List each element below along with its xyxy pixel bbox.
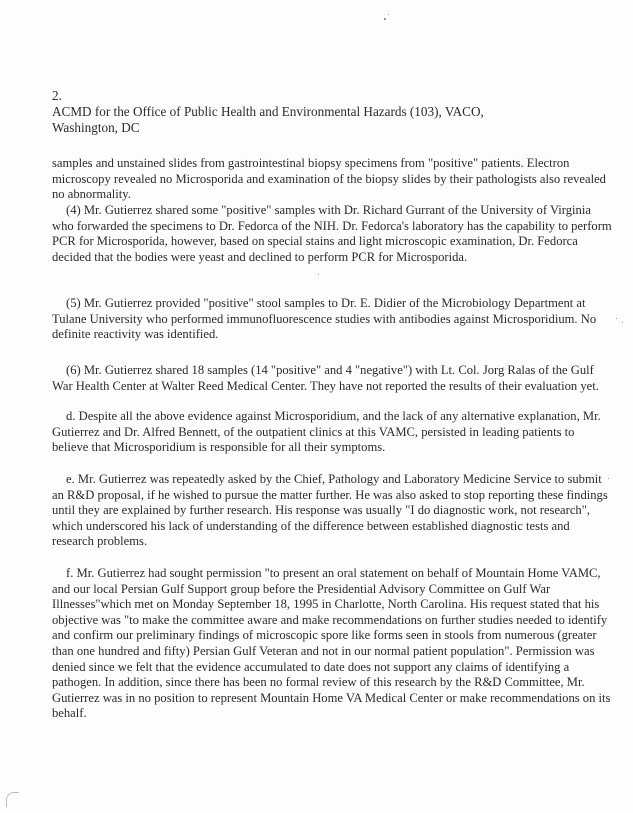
memo-header	[52, 88, 612, 136]
scan-speck	[616, 318, 617, 319]
scan-speck	[318, 274, 319, 275]
header-location: Washington, DC	[52, 120, 140, 135]
paragraph-continuation: samples and unstained slides from gastrointestinal biopsy specimens from "positive" patients. Electron microscopy revealed no Microsporida and examination of the biopsy slides by their pathologists also revealed no abnormality.	[52, 156, 606, 202]
scan-speck	[608, 478, 609, 479]
paragraph-d: d. Despite all the above evidence against Microsporidium, and the lack of any alternative explanation, Mr. Gutierrez and Dr. Alfred Bennett, of the outpatient clinics at this VAMC, persisted in leading patients to believe that Microsporidium is responsible for all their symptoms.	[52, 409, 601, 455]
scan-speck	[622, 322, 623, 323]
paragraph-item-6: (6) Mr. Gutierrez shared 18 samples (14 "positive" and 4 "negative") with Lt. Col. Jorg Ralas of the Gulf War Health Center at Walter Reed Medical Center. They have not reported the results of their evaluation yet.	[52, 363, 599, 393]
scan-speck	[384, 18, 386, 20]
paragraph-e: e. Mr. Gutierrez was repeatedly asked by the Chief, Pathology and Laboratory Medicine Service to submit an R&D proposal, if he wished to pursue the matter further. He was also asked to stop reporting these findings until they are explained by further research. His response was usually "I do diagnostic work, not research", which underscored his lack of understanding of the difference between established diagnostic tests and research problems.	[52, 472, 608, 549]
page-corner-mark	[6, 792, 19, 807]
header-recipient: ACMD for the Office of Public Health and Environmental Hazards (103), VACO,	[52, 104, 484, 119]
paragraph-f: f. Mr. Gutierrez had sought permission "to present an oral statement on behalf of Mountain Home VAMC, and our local Persian Gulf Support group before the Presidential Advisory Committee on Gulf War Illnesses"which met on Monday September 18, 1995 in Charlotte, North Carolina. His request stated that his objective was "to make the committee aware and make recommendations on further studies needed to identify and confirm our preliminary findings of microscopic spore like forms seen in stools from numerous (greater than one hundred and fifty) Persian Gulf Veteran and not in our normal patient population". Permission was denied since we felt that the evidence accumulated to date does not support any claims of identifying a pathogen. In addition, since there has been no formal review of this research by the R&D Committee, Mr. Gutierrez was in no position to represent Mountain Home VA Medical Center or make recommendations on its behalf.	[52, 566, 611, 721]
page-number: 2.	[52, 88, 62, 103]
paragraph-item-4: (4) Mr. Gutierrez shared some "positive" samples with Dr. Richard Gurrant of the University of Virginia who forwarded the specimens to Dr. Fedorca of the NIH. Dr. Fedorca's laboratory has the capability to perform PCR for Microsporida, however, based on special stains and light microscopic examination, Dr. Fedorca decided that the bodies were yeast and declined to perform PCR for Microsporida.	[52, 203, 612, 264]
scan-speck	[388, 14, 389, 15]
paragraph-item-5: (5) Mr. Gutierrez provided "positive" stool samples to Dr. E. Didier of the Microbiology Department at Tulane University who performed immunofluorescence studies with antibodies against Microsporidium. No definite reactivity was identified.	[52, 296, 597, 342]
